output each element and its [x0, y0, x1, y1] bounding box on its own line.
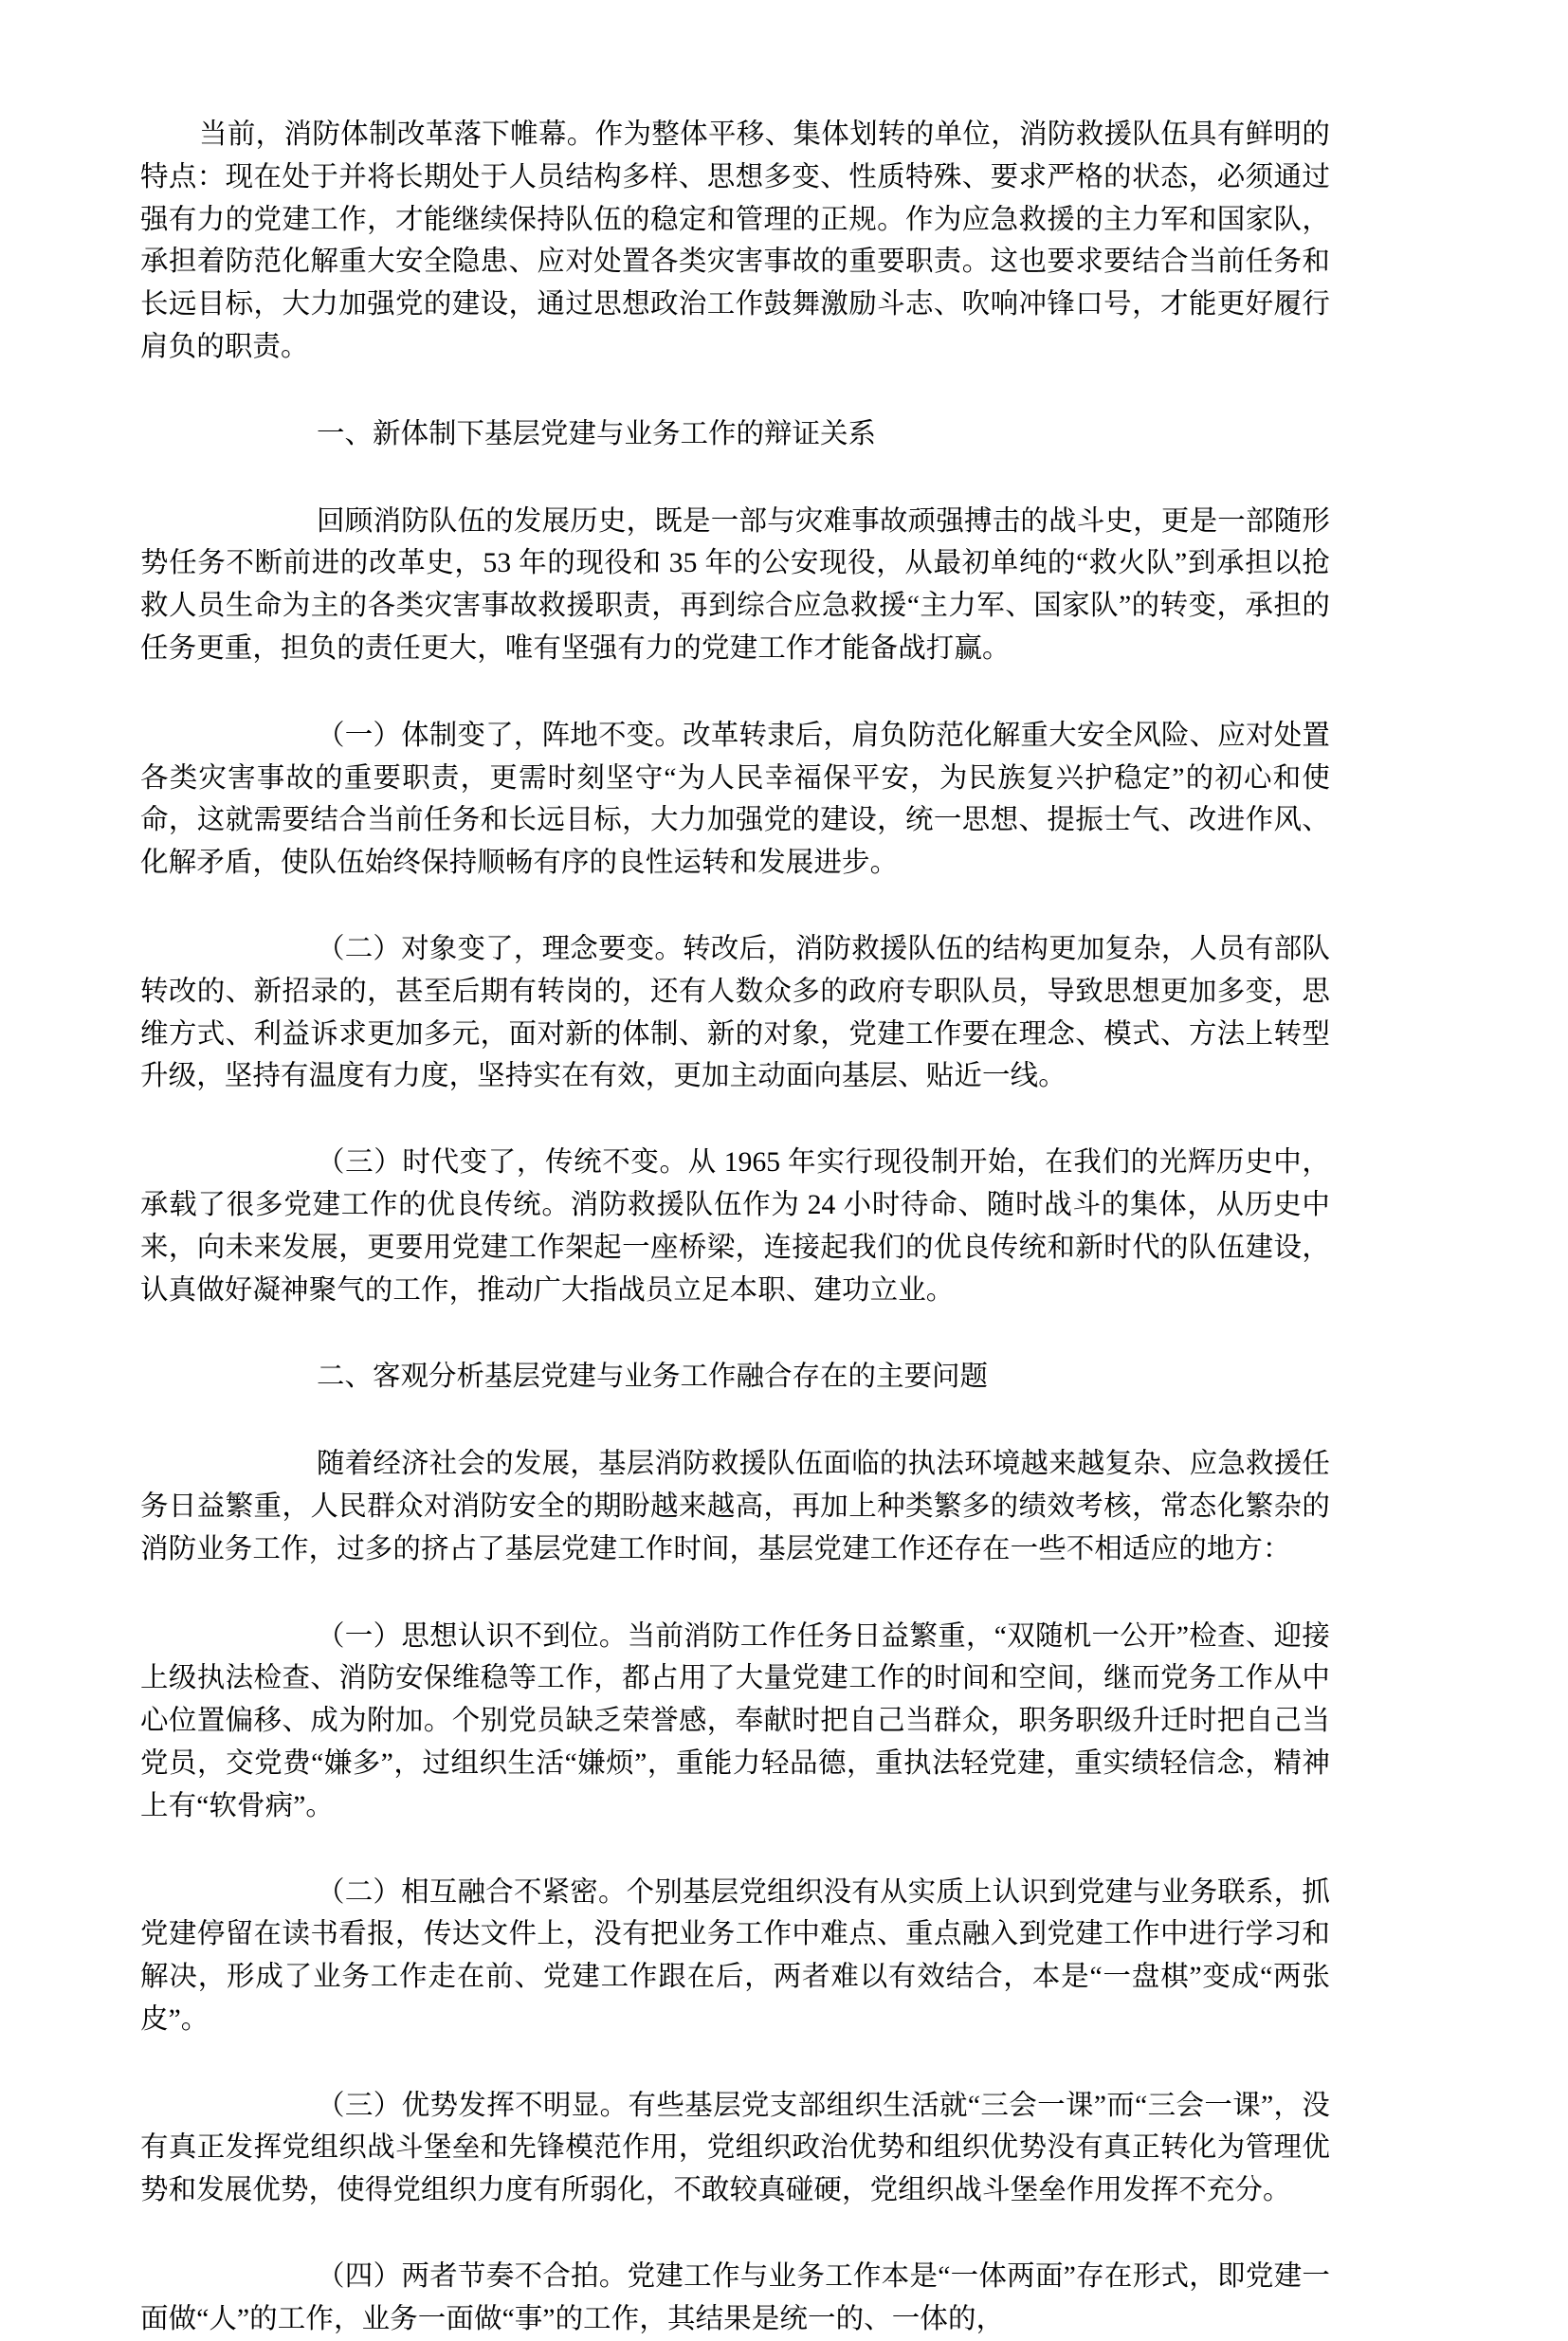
- section-two-item-one-paragraph: （一）思想认识不到位。当前消防工作任务日益繁重，“双随机一公开”检查、迎接上级执法检查、消防安保维稳等工作，都占用了大量党建工作的时间和空间，继而党务工作从中心位置偏移、成为附加。个别党员缺乏荣誉感，奉献时把自己当群众，职务职级升迁时把自己当党员，交党费“嫌多”，过组织生活“嫌烦”，重能力轻品德，重执法轻党建，重实绩轻信念，精神上有“软骨病”。: [140, 1620, 1330, 1821]
- paragraph-spacer: [140, 369, 1330, 413]
- section-one-intro-paragraph: 回顾消防队伍的发展历史，既是一部与灾难事故顽强搏击的战斗史，更是一部随形势任务不断前进的改革史，53 年的现役和 35 年的公安现役，从最初单纯的“救火队”到承担以抢救人员生命为主的各类灾害事故救援职责，再到综合应急救援“主力军、国家队”的转变，承担的任务更重，担负的责任更大，唯有坚强有力的党建工作才能备战打赢。: [140, 505, 1330, 664]
- section-two-item-two-paragraph: （二）相互融合不紧密。个别基层党组织没有从实质上认识到党建与业务联系，抓党建停留在读书看报，传达文件上，没有把业务工作中难点、重点融入到党建工作中进行学习和解决，形成了业务工作走在前、党建工作跟在后，两者难以有效结合，本是“一盘棋”变成“两张皮”。: [140, 1876, 1330, 2035]
- paragraph-spacer: [140, 1828, 1330, 1872]
- document-body: [140, 114, 1330, 2341]
- section-two-item-four-paragraph: （四）两者节奏不合拍。党建工作与业务工作本是“一体两面”存在形式，即党建一面做“人”的工作，业务一面做“事”的工作，其结果是统一的、一体的，: [140, 2261, 1330, 2334]
- paragraph-spacer: [140, 1399, 1330, 1443]
- intro-paragraph: 当前，消防体制改革落下帷幕。作为整体平移、集体划转的单位，消防救援队伍具有鲜明的特点：现在处于并将长期处于人员结构多样、思想多变、性质特殊、要求严格的状态，必须通过强有力的党建工作，才能继续保持队伍的稳定和管理的正规。作为应急救援的主力军和国家队，承担着防范化解重大安全隐患、应对处置各类灾害事故的重要职责。这也要求要结合当前任务和长远目标，大力加强党的建设，通过思想政治工作鼓舞激励斗志、吹响冲锋口号，才能更好履行肩负的职责。: [140, 119, 1330, 362]
- paragraph-spacer: [140, 885, 1330, 928]
- paragraph-spacer: [140, 456, 1330, 501]
- paragraph-spacer: [140, 2041, 1330, 2085]
- paragraph-spacer: [140, 1098, 1330, 1142]
- paragraph-spacer: [140, 670, 1330, 715]
- paragraph-spacer: [140, 1311, 1330, 1356]
- section-one-item-two-paragraph: （二）对象变了，理念要变。转改后，消防救援队伍的结构更加复杂，人员有部队转改的、新招录的，甚至后期有转岗的，还有人数众多的政府专职队员，导致思想更加多变，思维方式、利益诉求更加多元，面对新的体制、新的对象，党建工作要在理念、模式、方法上转型升级，坚持有温度有力度，坚持实在有效，更加主动面向基层、贴近一线。: [140, 933, 1330, 1092]
- section-two-intro-paragraph: 随着经济社会的发展，基层消防救援队伍面临的执法环境越来越复杂、应急救援任务日益繁重，人民群众对消防安全的期盼越来越高，再加上种类繁多的绩效考核，常态化繁杂的消防业务工作，过多的挤占了基层党建工作时间，基层党建工作还存在一些不相适应的地方：: [140, 1449, 1330, 1564]
- section-heading-one: 一、新体制下基层党建与业务工作的辩证关系: [317, 418, 877, 449]
- paragraph-spacer: [140, 1571, 1330, 1616]
- section-heading-two: 二、客观分析基层党建与业务工作融合存在的主要问题: [317, 1362, 989, 1393]
- paragraph-spacer: [140, 2212, 1330, 2256]
- section-one-item-three-paragraph: （三）时代变了，传统不变。从 1965 年实行现役制开始，在我们的光辉历史中，承载了很多党建工作的优良传统。消防救援队伍作为 24 小时待命、随时战斗的集体，从历史中来，向未来发展，更要用党建工作架起一座桥梁，连接起我们的优良传统和新时代的队伍建设，认真做好凝神聚气的工作，推动广大指战员立足本职、建功立业。: [140, 1147, 1330, 1306]
- section-one-item-one-paragraph: （一）体制变了，阵地不变。改革转隶后，肩负防范化解重大安全风险、应对处置各类灾害事故的重要职责，更需时刻坚守“为人民幸福保平安，为民族复兴护稳定”的初心和使命，这就需要结合当前任务和长远目标，大力加强党的建设，统一思想、提振士气、改进作风、化解矛盾，使队伍始终保持顺畅有序的良性运转和发展进步。: [140, 720, 1330, 879]
- section-two-item-three-paragraph: （三）优势发挥不明显。有些基层党支部组织生活就“三会一课”而“三会一课”，没有真正发挥党组织战斗堡垒和先锋模范作用，党组织政治优势和组织优势没有真正转化为管理优势和发展优势，使得党组织力度有所弱化，不敢较真碰硬，党组织战斗堡垒作用发挥不充分。: [140, 2090, 1330, 2206]
